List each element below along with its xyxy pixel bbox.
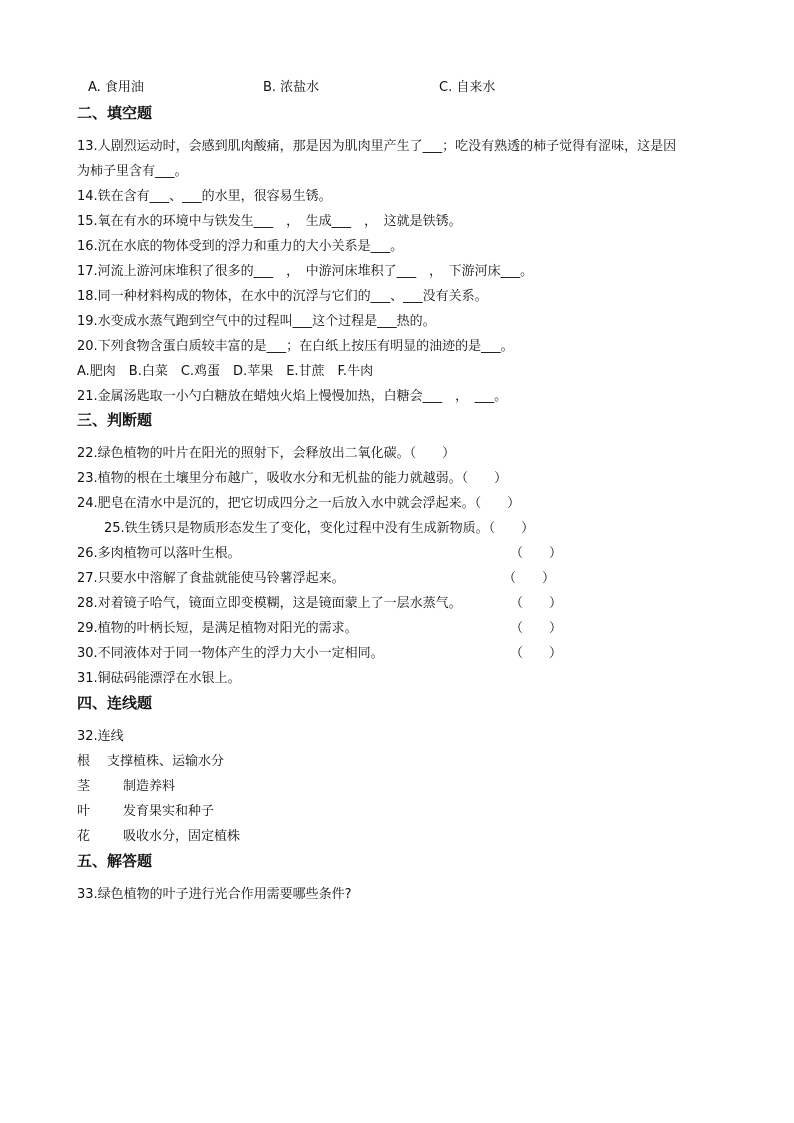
match-right-item: 支撑植株、运输水分: [107, 754, 225, 769]
question-33: 33.绿色植物的叶子进行光合作用需要哪些条件?: [77, 887, 352, 902]
question-23: 23.植物的根在土壤里分布越广，吸收水分和无机盐的能力就越弱。（ ）: [77, 471, 508, 486]
question-31: 31.铜砝码能漂浮在水银上。: [77, 671, 241, 686]
question-29: 29.植物的叶柄长短，是满足植物对阳光的需求。: [77, 621, 358, 636]
question-15: 15.氧在有水的环境中与铁发生___ ， 生成___ ， 这就是铁锈。: [77, 214, 462, 229]
question-14: 14.铁在含有___、___的水里，很容易生锈。: [77, 189, 332, 204]
question-19: 19.水变成水蒸气跑到空气中的过程叫___这个过程是___热的。: [77, 314, 436, 329]
question-18: 18.同一种材料构成的物体，在水中的沉浮与它们的___、___没有关系。: [77, 289, 488, 304]
question-21: 21.金属汤匙取一小勺白糖放在蜡烛火焰上慢慢加热，白糖会___ ， ___。: [77, 389, 508, 404]
question-13-line2: 为柿子里含有___。: [77, 164, 188, 179]
answer-parentheses: （ ）: [503, 571, 556, 586]
option-c: C. 自来水: [439, 80, 496, 95]
question-26: 26.多肉植物可以落叶生根。: [77, 546, 241, 561]
match-left-item: 花: [77, 829, 91, 844]
answer-parentheses: （ ）: [510, 646, 563, 661]
match-right-item: 发育果实和种子: [123, 804, 215, 819]
match-right-item: 吸收水分，固定植株: [123, 829, 241, 844]
section-heading-fill: 二、填空题: [77, 104, 153, 122]
question-22: 22.绿色植物的叶片在阳光的照射下，会释放出二氧化碳。（ ）: [77, 446, 456, 461]
question-27: 27.只要水中溶解了食盐就能使马铃薯浮起来。: [77, 571, 345, 586]
answer-parentheses: （ ）: [510, 621, 563, 636]
question-24: 24.肥皂在清水中是沉的，把它切成四分之一后放入水中就会浮起来。（ ）: [77, 496, 521, 511]
question-13-line1: 13.人剧烈运动时，会感到肌肉酸痛，那是因为肌肉里产生了___；吃没有熟透的柿子觉得有涩味，这是因: [77, 139, 677, 154]
question-32: 32.连线: [77, 729, 124, 744]
question-30: 30.不同液体对于同一物体产生的浮力大小一定相同。: [77, 646, 384, 661]
answer-parentheses: （ ）: [510, 596, 563, 611]
question-17: 17.河流上游河床堆积了很多的___ ， 中游河床堆积了___ ， 下游河床___。: [77, 264, 534, 279]
section-heading-judge: 三、判断题: [77, 411, 153, 429]
option-a: A. 食用油: [88, 80, 144, 95]
question-16: 16.沉在水底的物体受到的浮力和重力的大小关系是___。: [77, 239, 404, 254]
answer-parentheses: （ ）: [510, 546, 563, 561]
question-20: 20.下列食物含蛋白质较丰富的是___；在白纸上按压有明显的油迹的是___。: [77, 339, 514, 354]
match-left-item: 茎: [77, 779, 91, 794]
match-left-item: 叶: [77, 804, 91, 819]
question-20-options: A.肥肉 B.白菜 C.鸡蛋 D.苹果 E.甘蔗 F.牛肉: [77, 364, 374, 379]
option-b: B. 浓盐水: [263, 80, 320, 95]
section-heading-answer: 五、解答题: [77, 852, 153, 870]
match-left-item: 根: [77, 754, 91, 769]
question-28: 28.对着镜子哈气，镜面立即变模糊，这是镜面蒙上了一层水蒸气。: [77, 596, 462, 611]
question-25: 25.铁生锈只是物质形态发生了变化，变化过程中没有生成新物质。（ ）: [104, 521, 535, 536]
match-right-item: 制造养料: [123, 779, 176, 794]
section-heading-match: 四、连线题: [77, 694, 153, 712]
